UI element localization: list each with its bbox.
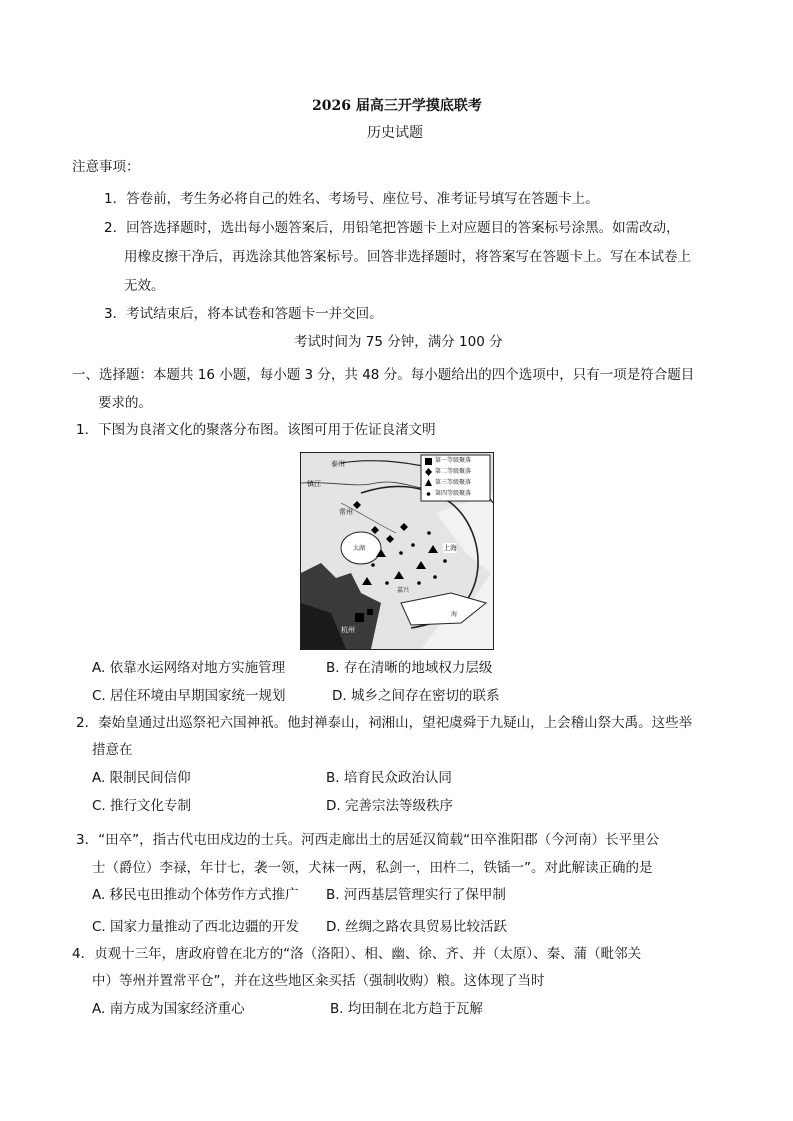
- notice-item-1: 1．答卷前，考生务必将自己的姓名、考场号、座位号、准考证号填写在答题卡上。: [104, 191, 599, 207]
- map-label-sea: 海: [451, 611, 458, 618]
- notice-item-2-cont: 用橡皮擦干净后，再选涂其他答案标号。回答非选择题时，将答案写在答题卡上。写在本试卷上: [124, 249, 691, 265]
- q3-option-b[interactable]: B. 河西基层管理实行了保甲制: [326, 887, 506, 903]
- map-label-zhenjiang: 镇江: [307, 480, 321, 488]
- section-heading: 一、选择题：本题共 16 小题，每小题 3 分，共 48 分。每小题给出的四个选项中，只有一项是符合题目: [72, 367, 695, 383]
- q4-option-b[interactable]: B. 均田制在北方趋于瓦解: [330, 1001, 483, 1017]
- notice-item-2: 2．回答选择题时，选出每小题答案后，用铅笔把答题卡上对应题目的答案标号涂黑。如需改动，: [104, 220, 680, 236]
- map-label-shanghai: 上海: [443, 544, 457, 552]
- section-heading-cont: 要求的。: [98, 395, 152, 411]
- legend-level-4: 第四等级聚落: [435, 490, 472, 497]
- q1-option-a[interactable]: A. 依靠水运网络对地方实施管理: [92, 660, 286, 676]
- legend-level-1: 第一等级聚落: [435, 457, 472, 464]
- q3-option-c[interactable]: C. 国家力量推动了西北边疆的开发: [92, 919, 300, 935]
- exam-subject: 历史试题: [367, 125, 423, 141]
- q4-stem: 4．贞观十三年，唐政府曾在北方的“洛（洛阳）、相、幽、徐、齐、并（太原）、秦、蒲（毗邻关: [72, 946, 642, 962]
- q2-option-d[interactable]: D. 完善宗法等级秩序: [326, 798, 453, 814]
- notice-item-3: 3．考试结束后，将本试卷和答题卡一并交回。: [104, 306, 383, 322]
- map-label-taizhou: 泰州: [331, 460, 345, 468]
- q1-option-d[interactable]: D. 城乡之间存在密切的联系: [332, 688, 500, 704]
- q2-stem-cont: 措意在: [92, 742, 133, 758]
- map-label-jiaxing: 嘉兴: [397, 587, 410, 594]
- notice-heading: 注意事项：: [72, 159, 140, 175]
- exam-time: 考试时间为 75 分钟，满分 100 分: [294, 334, 503, 350]
- map-legend: [435, 455, 471, 499]
- q4-option-a[interactable]: A. 南方成为国家经济重心: [92, 1001, 245, 1017]
- q2-option-a[interactable]: A. 限制民间信仰: [92, 770, 191, 786]
- q1-option-c[interactable]: C. 居住环境由早期国家统一规划: [92, 688, 286, 704]
- map-label-changzhou: 常州: [339, 508, 353, 516]
- q3-stem-cont: 士（爵位）李禄，年廿七，袭一领，犬袜一两，私剑一，田杵二，铁锸一”。对此解读正确的是: [92, 860, 653, 876]
- q3-stem: 3．“田卒”，指古代屯田戍边的士兵。河西走廊出土的居延汉简载“田卒淮阳郡（今河南）长平里公: [76, 832, 660, 848]
- exam-title: 2026 届高三开学摸底联考: [312, 98, 482, 114]
- q3-option-d[interactable]: D. 丝绸之路农具贸易比较活跃: [326, 919, 507, 935]
- legend-level-3: 第三等级聚落: [435, 479, 472, 486]
- map-label-taihu: 太湖: [353, 545, 366, 552]
- q3-option-a[interactable]: A. 移民屯田推动个体劳作方式推广: [92, 887, 299, 903]
- q2-option-b[interactable]: B. 培育民众政治认同: [326, 770, 452, 786]
- map-label-hangzhou: 杭州: [341, 626, 355, 634]
- q4-stem-cont: 中）等州并置常平仓”，并在这些地区籴买括（强制收购）粮。这体现了当时: [92, 973, 545, 989]
- q1-option-b[interactable]: B. 存在清晰的地域权力层级: [326, 660, 493, 676]
- q1-stem: 1．下图为良渚文化的聚落分布图。该图可用于佐证良渚文明: [76, 422, 436, 438]
- notice-item-2-cont: 无效。: [124, 278, 165, 294]
- liangzhu-settlement-map: [300, 452, 494, 650]
- q2-option-c[interactable]: C. 推行文化专制: [92, 798, 192, 814]
- q2-stem: 2．秦始皇通过出巡祭祀六国神祇。他封禅泰山，祠湘山，望祀虞舜于九疑山，上会稽山祭大禹。这些举: [76, 715, 693, 731]
- legend-level-2: 第二等级聚落: [435, 468, 472, 475]
